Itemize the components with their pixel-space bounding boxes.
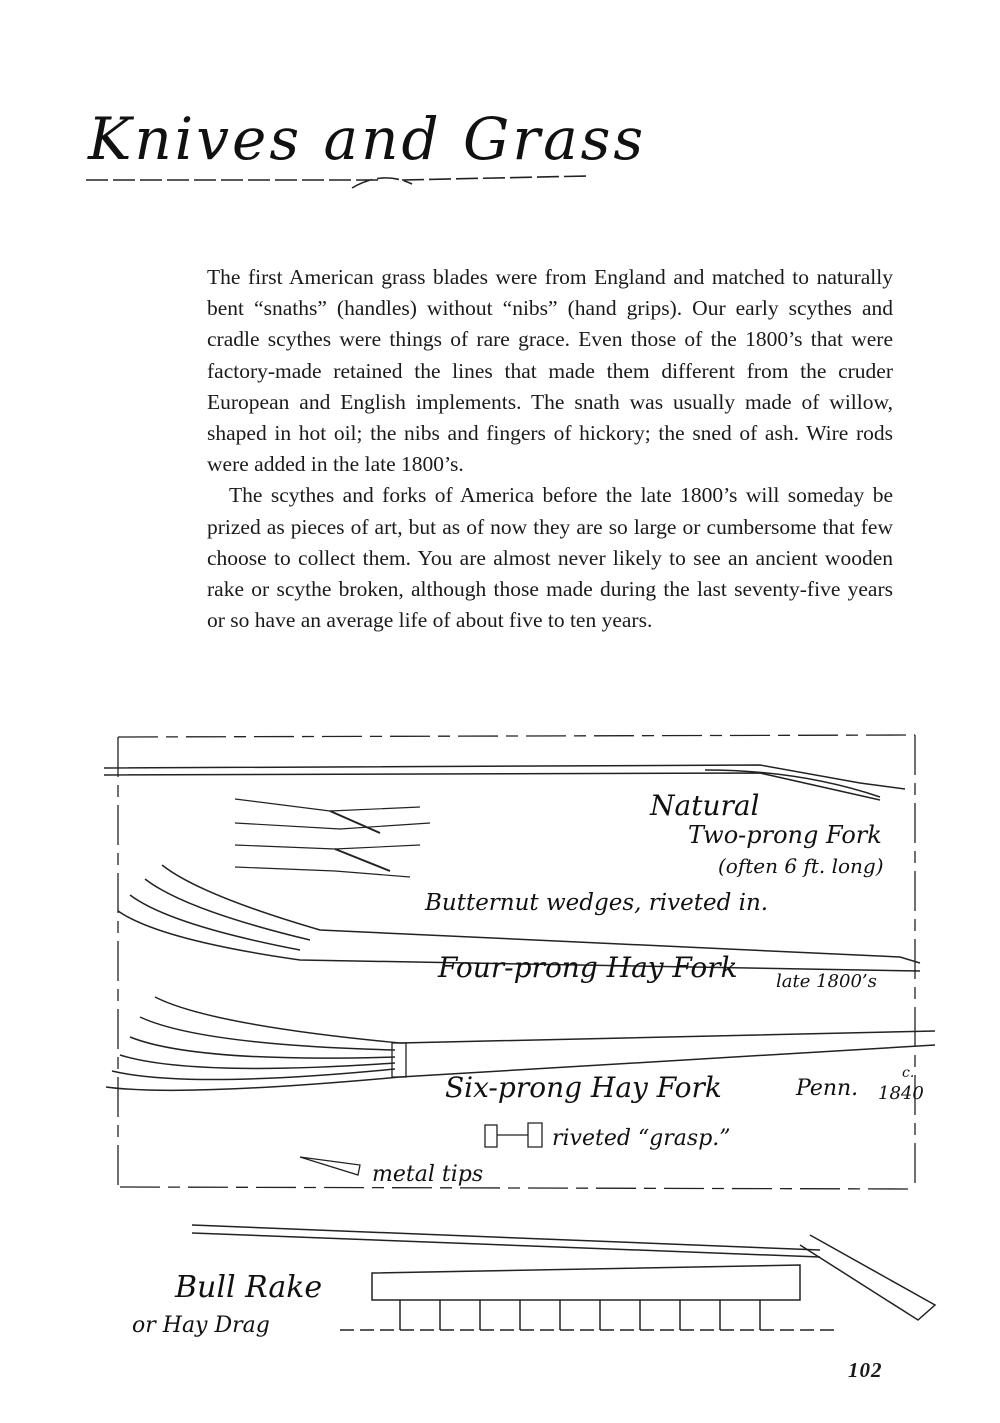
body-text: [207, 262, 893, 636]
paragraph-1: The first American grass blades were from England and matched to naturally bent “snaths” (handles) without “nibs” (hand grips). Our early scythes and cradle scythes were things of rare grace. Even those of the 1800’s that were factory-made retained the lines that made them different from the cruder European and English implements. The snath was usually made of willow, shaped in hot oil; the nibs and fingers of hickory; the sned of ash. Wire rods were added in the late 1800’s.: [207, 265, 893, 477]
paragraph-2: The scythes and forks of America before the late 1800’s will someday be prized as pieces of art, but as of now they are so large or cumbersome that few choose to collect them. You are almost never likely to see an ancient wooden rake or scythe broken, although those made during the last seventy-five years or so have an average life of about five to ten years.: [207, 483, 893, 633]
caption-year: 1840: [878, 1083, 924, 1104]
caption-six-prong: Six-prong Hay Fork: [445, 1071, 722, 1104]
caption-late: late 1800’s: [776, 971, 877, 992]
tools-illustration: [0, 725, 1000, 1345]
caption-metal-tips: metal tips: [372, 1162, 484, 1187]
caption-two-prong: Two-prong Fork: [688, 821, 882, 849]
caption-four-prong: Four-prong Hay Fork: [438, 951, 738, 984]
caption-bull-rake: Bull Rake: [175, 1270, 323, 1305]
rivet-drawing: [485, 1123, 542, 1147]
caption-penn: Penn.: [796, 1076, 859, 1101]
caption-circa: c.: [902, 1065, 915, 1081]
metal-tip-drawing: [300, 1157, 360, 1175]
two-prong-fork-drawing: [104, 765, 905, 800]
caption-riveted: riveted “grasp.”: [552, 1126, 731, 1151]
page-number: 102: [848, 1358, 883, 1382]
caption-natural: Natural: [650, 789, 760, 822]
caption-hay-drag: or Hay Drag: [132, 1313, 270, 1338]
caption-butternut: Butternut wedges, riveted in.: [425, 890, 769, 916]
heading-underline: [82, 160, 602, 200]
caption-often: (often 6 ft. long): [718, 854, 884, 878]
page-heading: Knives and Grass: [88, 105, 647, 173]
wedge-detail-drawing: [235, 799, 430, 877]
